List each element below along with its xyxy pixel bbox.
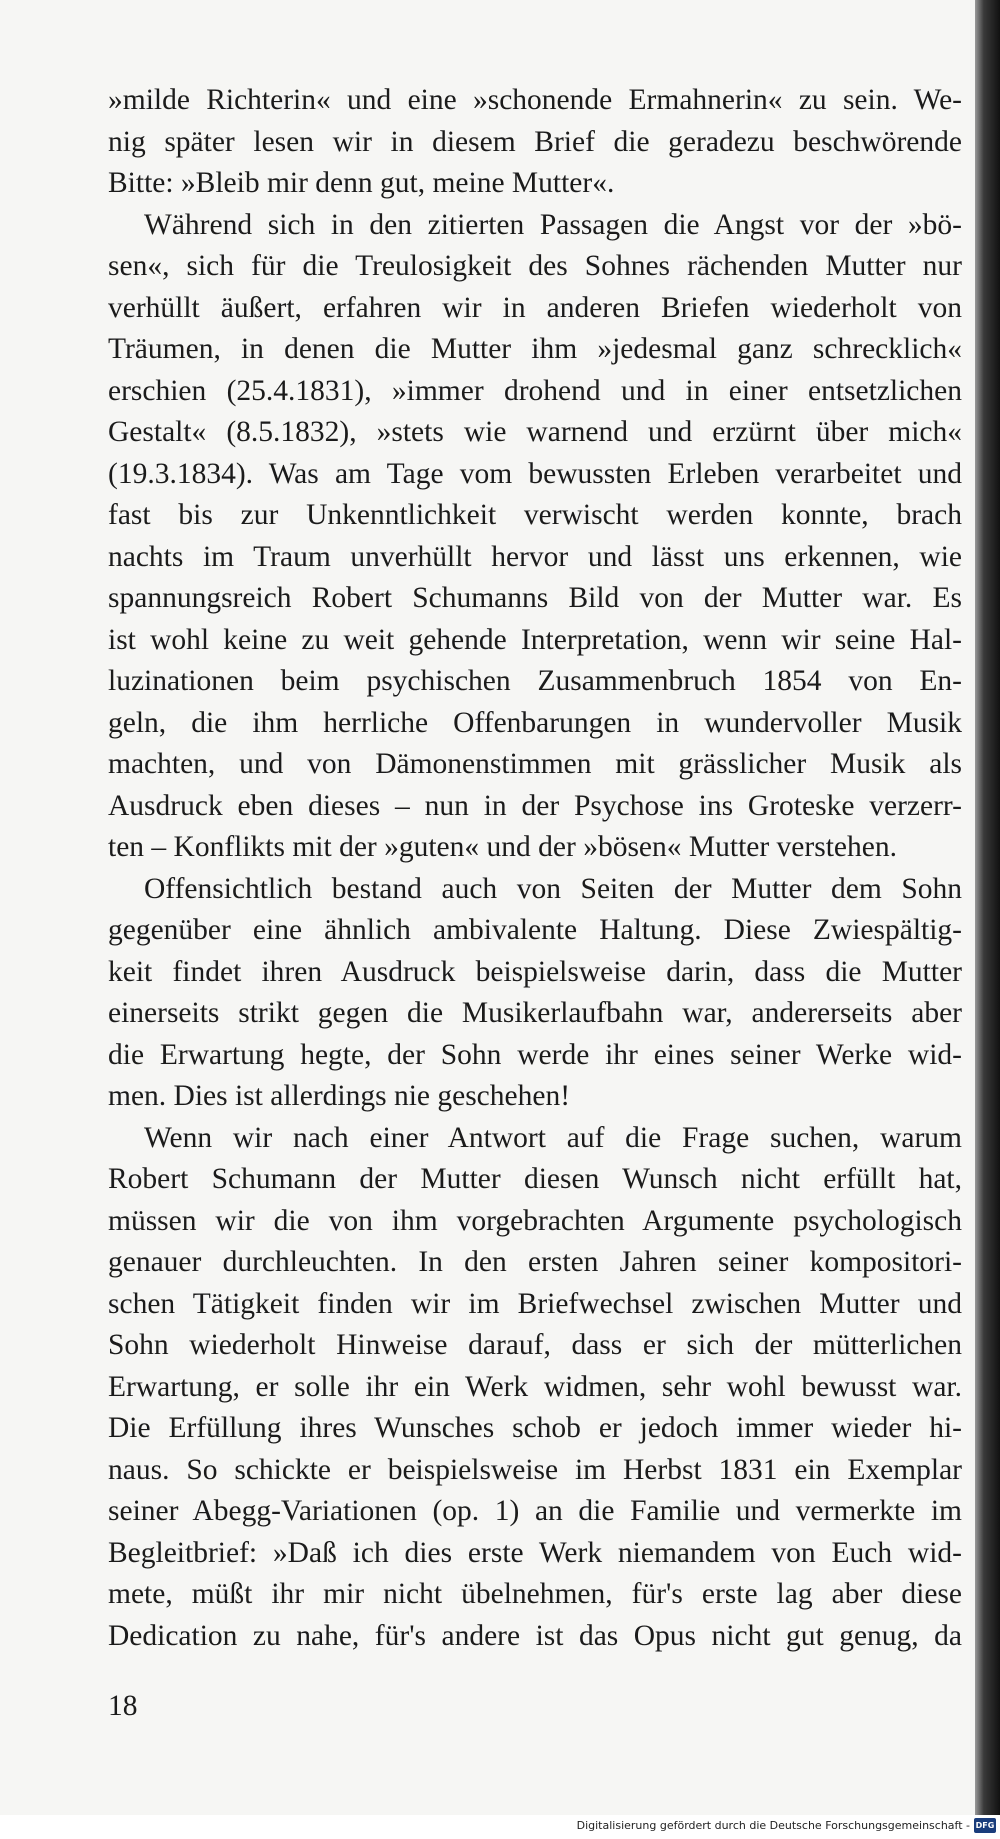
text-line: geln, die ihm herrliche Offenbarungen in wundervoller Musik <box>108 706 962 739</box>
text-line: ist wohl keine zu weit gehende Interpretation, wenn wir seine Hal- <box>108 623 962 656</box>
body-text <box>108 80 962 1657</box>
paragraph <box>108 869 962 1118</box>
text-line: die Erwartung hegte, der Sohn werde ihr eines seiner Werke wid- <box>108 1038 962 1071</box>
text-line: nachts im Traum unverhüllt hervor und lässt uns erkennen, wie <box>108 540 962 573</box>
text-line: mete, müßt ihr mir nicht übelnehmen, für's erste lag aber diese <box>108 1578 962 1610</box>
text-line: ten – Konflikts mit der »guten« und der »bösen« Mutter verstehen. <box>108 831 897 863</box>
text-line: Sohn wiederholt Hinweise darauf, dass er sich der mütterlichen <box>108 1329 962 1361</box>
page-number: 18 <box>108 1690 138 1722</box>
text-line: Offensichtlich bestand auch von Seiten der Mutter dem Sohn <box>144 872 962 905</box>
text-line: seiner Abegg-Variationen (op. 1) an die Familie und vermerkte im <box>108 1495 962 1527</box>
dfg-logo-icon: DFG <box>974 1818 996 1833</box>
text-line: gegenüber eine ähnlich ambivalente Haltung. Diese Zwiespältig- <box>108 914 962 946</box>
page-edge-shadow <box>975 0 1000 1815</box>
text-line: machten, und von Dämonenstimmen mit grässlicher Musik als <box>108 748 962 780</box>
text-line: schen Tätigkeit finden wir im Briefwechsel zwischen Mutter und <box>108 1287 962 1320</box>
digitization-footer <box>0 1815 1000 1839</box>
text-line: spannungsreich Robert Schumanns Bild von der Mutter war. Es <box>108 582 962 614</box>
text-line: Ausdruck eben dieses – nun in der Psychose ins Groteske verzerr- <box>108 789 962 822</box>
text-line: Robert Schumann der Mutter diesen Wunsch nicht erfüllt hat, <box>108 1163 962 1195</box>
text-line: Dedication zu nahe, für's andere ist das Opus nicht gut genug, da <box>108 1619 962 1652</box>
text-line: luzinationen beim psychischen Zusammenbruch 1854 von En- <box>108 665 962 697</box>
text-line: Begleitbrief: »Daß ich dies erste Werk niemandem von Euch wid- <box>108 1536 962 1569</box>
text-line: men. Dies ist allerdings nie geschehen! <box>108 1080 571 1112</box>
text-line: Die Erfüllung ihres Wunsches schob er jedoch immer wieder hi- <box>108 1412 962 1444</box>
funding-note: Digitalisierung gefördert durch die Deutsche Forschungsgemeinschaft - <box>576 1819 970 1832</box>
text-line: müssen wir die von ihm vorgebrachten Argumente psychologisch <box>108 1204 962 1237</box>
text-line: einerseits strikt gegen die Musikerlaufbahn war, andererseits aber <box>108 997 962 1029</box>
text-line: Bitte: »Bleib mir denn gut, meine Mutter«. <box>108 167 615 199</box>
text-line: Erwartung, er solle ihr ein Werk widmen, sehr wohl bewusst war. <box>108 1370 962 1403</box>
text-line: genauer durchleuchten. In den ersten Jahren seiner kompositori- <box>108 1246 962 1278</box>
paragraph <box>108 80 962 205</box>
paragraph <box>108 205 962 869</box>
text-line: fast bis zur Unkenntlichkeit verwischt werden konnte, brach <box>108 499 962 531</box>
text-line: erschien (25.4.1831), »immer drohend und in einer entsetzlichen <box>108 374 962 407</box>
text-line: naus. So schickte er beispielsweise im Herbst 1831 ein Exemplar <box>108 1453 962 1486</box>
text-line: Wenn wir nach einer Antwort auf die Frage suchen, warum <box>144 1121 962 1154</box>
text-line: Träumen, in denen die Mutter ihm »jedesmal ganz schrecklich« <box>108 333 962 365</box>
paragraph <box>108 1118 962 1658</box>
text-line: (19.3.1834). Was am Tage vom bewussten Erleben verarbeitet und <box>108 457 962 490</box>
text-line: Während sich in den zitierten Passagen die Angst vor der »bö- <box>144 208 962 241</box>
text-line: keit findet ihren Ausdruck beispielsweise darin, dass die Mutter <box>108 955 962 988</box>
text-line: verhüllt äußert, erfahren wir in anderen Briefen wiederholt von <box>108 291 962 324</box>
text-line: Gestalt« (8.5.1832), »stets wie warnend und erzürnt über mich« <box>108 416 962 448</box>
text-line: sen«, sich für die Treulosigkeit des Sohnes rächenden Mutter nur <box>108 250 962 282</box>
text-line: nig später lesen wir in diesem Brief die geradezu beschwörende <box>108 125 962 158</box>
text-line: »milde Richterin« und eine »schonende Ermahnerin« zu sein. We- <box>108 84 962 116</box>
